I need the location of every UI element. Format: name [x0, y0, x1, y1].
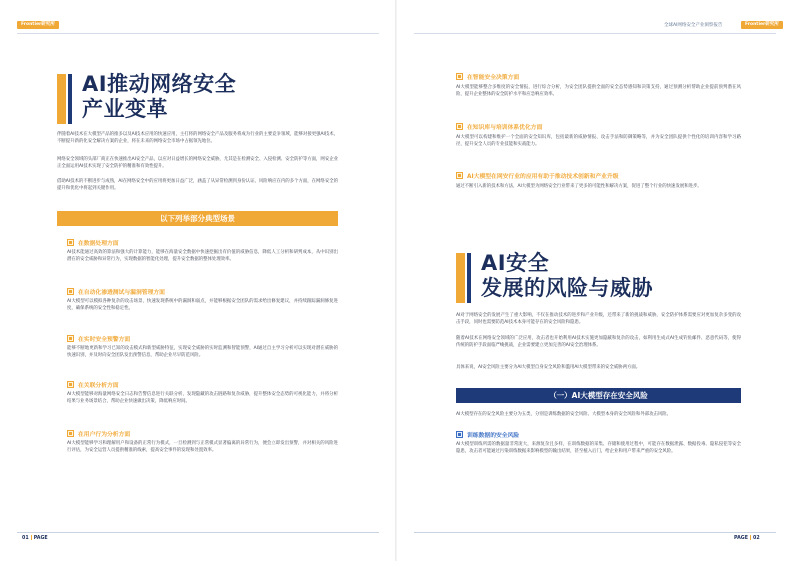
section-title: 在智能安全决策方面: [467, 75, 520, 81]
left-page: [0, 0, 396, 561]
risk-paragraph-1: AI对于网络安全的发展产生了重大影响，不仅在推动技术的进步和产业升级，还带来了新的挑战和威胁，安全防护体系需要应对更加复杂多变的攻击手段，同时也需要防范AI技术本身可能存在的安全风险和隐患。: [456, 313, 741, 326]
section-body: AI大模型训练所需的数据量非常庞大，来源复杂且多样，在训练数据的采集、存储和使用过程中，可能存在数据泄露、数据投毒、隐私侵犯等安全隐患，攻击者可能通过污染训练数据来影响模型的输出结果，甚至植入后门，给企业和用户带来严重的安全风险。: [456, 442, 741, 455]
section-title: 在用户行为分析方面: [78, 432, 131, 438]
section-body: AI大模型能够对海量网络安全日志和告警信息进行关联分析，发现隐藏的攻击链路和复杂威胁，提升整体安全态势的可视化能力，并将分析结果与业务场景结合，帮助企业快速做出决策，降低响应时间。: [67, 392, 338, 405]
page-title-left: [82, 72, 236, 122]
section-head-realtime-alert: [67, 334, 130, 343]
section-title: 在关联分析方面: [78, 383, 119, 389]
footer-divider-right: [414, 532, 776, 533]
section-body: AI大模型可以构建和维护一个全面的安全知识库，包括最新的威胁情报、攻击手法和防御策略等，并为安全团队提供个性化的培训内容和学习路径，提升安全人员的专业技能和实战能力。: [456, 135, 741, 148]
footer-divider-left: [17, 532, 379, 533]
page-number-separator: [31, 535, 32, 540]
section-title: AI大模型在网安行业的应用有助于推动技术创新和产业升级: [467, 174, 619, 180]
intro-paragraph-2: 网络安全领域的头部厂商正在快速推出AI安全产品，以应对日益增长的网络安全威胁，尤其是在检测安全、入侵检测、安全防护等方面，网安企业正全面运用AI技术实现了安全防护的精准和有效性提升。: [57, 157, 338, 170]
section-body: 通过不断引入新的技术和方法，AI大模型为网络安全行业带来了更多的可能性和解决方案，促进了整个行业的快速发展和进步。: [456, 184, 702, 189]
section-head-training-data: [456, 430, 519, 439]
section-title: 在知识库与培训体系优化方面: [467, 125, 543, 131]
title-accent-navy: [68, 74, 72, 124]
section-body: AI技术能通过高效的算法和强大的计算能力，能够在海量安全数据中快速挖掘出有价值的威胁信息，降低人工分析和研判成本，从中识别出潜在的安全威胁和异常行为，实现数据的智能化处理，提升安全数据的整体处理效率。: [67, 250, 338, 263]
page-title-line1: AI推动网络安全: [82, 72, 237, 96]
title-accent-orange: [57, 74, 66, 124]
section-head-correlation: [67, 380, 119, 389]
section-title: 在数据处理方面: [78, 241, 119, 247]
right-page: [397, 0, 793, 561]
section-head-data-processing: [67, 238, 119, 247]
page-label: PAGE: [734, 536, 749, 541]
section-head-user-behavior: [67, 429, 130, 438]
page-title-line1: AI安全: [481, 251, 550, 275]
section-square-icon: [67, 381, 74, 388]
section-square-icon: [67, 335, 74, 342]
risk-paragraph-3: 具体来说，AI安全风险主要分为AI大模型自身安全风险和滥用AI大模型带来的安全威胁两方面。: [456, 365, 641, 370]
header-divider-left: [17, 33, 379, 34]
section-body: AI大模型能够学习和理解用户和设备的正常行为模式，一旦检测到与正常模式显著偏离的异常行为，便会立即发出预警，并对相关的风险进行评估，为安全运营人员提供精准的线索，提高安全事件的发现和处置效率。: [67, 441, 338, 454]
section-square-icon: [456, 73, 463, 80]
header-report-title: 全球AI网络安全产业洞察报告: [664, 23, 723, 28]
page-label: PAGE: [33, 536, 48, 541]
section-head-innovation: [456, 171, 619, 180]
page-number: 02: [753, 536, 760, 541]
title-accent-navy: [467, 253, 471, 303]
section-body: AI大模型可以模拟各种复杂的攻击场景，快速发现系统中的漏洞和弱点，并能够根据安全团队的需求给出修复建议，并持续跟踪漏洞修复进度，确保系统的安全性和稳定性。: [67, 299, 338, 312]
page-number-separator: [750, 535, 751, 540]
intro-paragraph-1: 伴随着AI技术在大模型产品的推多以及AI技术应用的快速应用，主打将的网络安全产品及服务将成为行业的主要竞争领域，能够对接更强AI技术，不断提升新的化安全解决方案的企业，将在未来的网络安全市场中占据领先地位。: [57, 132, 338, 145]
page-number: 01: [22, 536, 29, 541]
page-title-line2: 发展的风险与威胁: [481, 276, 653, 300]
header-divider-right: [414, 33, 776, 34]
section-head-smart-decision: [456, 72, 519, 81]
header-logo-left: Frontier研究所: [17, 21, 59, 29]
section-square-icon: [67, 239, 74, 246]
risk-banner-intro: AI大模型存在的安全风险主要分为五类，分别是训练数据的安全风险、大模型本身的安全风险和外部攻击风险。: [456, 412, 672, 417]
scenario-banner: 以下列举部分典型场景: [57, 211, 338, 226]
section-head-pentest: [67, 287, 165, 296]
section-head-knowledge-base: [456, 122, 542, 131]
title-accent-orange: [456, 253, 465, 303]
section-square-icon: [456, 431, 463, 438]
section-square-icon: [456, 123, 463, 130]
section-title: 训练数据的安全风险: [467, 433, 520, 439]
section-square-icon: [67, 288, 74, 295]
page-title-right: [481, 251, 653, 301]
section-body: 能够不断地更新和学习已知的攻击模式和新型威胁特征，实现安全威胁的实时监测和智能预警，AI通过自主学习分析可以实现对潜在威胁的快速识别，并及时向安全团队发出预警信息，帮助企业尽早防范风险。: [67, 346, 338, 359]
header-logo-right: Frontier研究所: [741, 21, 783, 29]
section-square-icon: [456, 172, 463, 179]
page-title-line2: 产业变革: [82, 97, 168, 121]
intro-paragraph-3: 借助AI技术的不断进步与成熟，AI在网络安全中的应用将更加日益广泛，涵盖了从异常检测到身份认证、风险响应在内的多个方面，在网络安全的提升和优化中将起到关键作用。: [57, 179, 338, 192]
page-number-right: [734, 535, 760, 541]
section-square-icon: [67, 430, 74, 437]
section-title: 在自动化渗透测试与漏洞管理方面: [78, 290, 165, 296]
risk-banner: （一）AI大模型存在安全风险: [456, 388, 741, 403]
section-title: 在实时安全预警方面: [78, 337, 131, 343]
section-body: AI大模型能够整合多维度的安全情报，进行综合分析，为安全团队提供全面的安全态势感知和决策支持，通过预测分析帮助企业提前预判潜在风险，提升企业整体的安全防护水平和应急响应效率。: [456, 85, 741, 98]
page-number-left: [22, 535, 48, 541]
risk-paragraph-2: 随着AI技术在网络安全领域的广泛应用，攻击者也开始利用AI技术实施更加隐蔽和复杂的攻击，如利用生成式AI生成钓鱼邮件、恶意代码等，使得传统的防护手段面临严峻挑战，企业需要建立更加完善的AI安全治理体系。: [456, 336, 741, 349]
